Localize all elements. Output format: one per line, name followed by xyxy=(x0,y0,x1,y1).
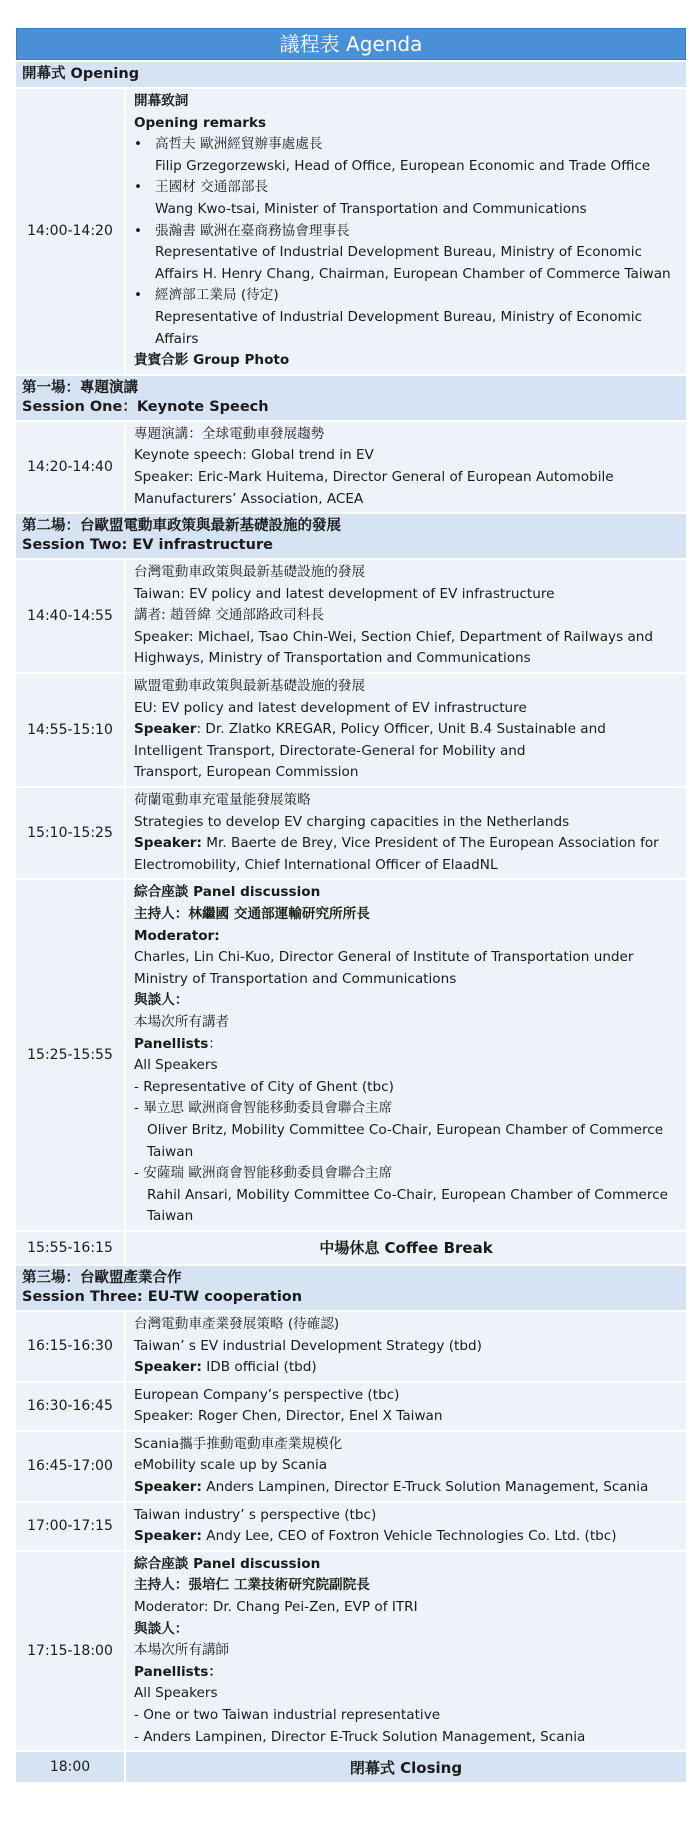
opening-row xyxy=(16,87,686,374)
agenda-row xyxy=(16,1381,686,1430)
detail-cell: 綜合座談 Panel discussion 主持人：張培仁 工業技術研究院副院長 Moderator: Dr. Chang Pei-Zen, EVP of ITRI 與談人： 本場次所有講師 Panellists： All Speakers - One or two Taiwan industrial representative - Anders Lampinen, Director E-Truck Solution Management, Scania xyxy=(134,1555,586,1745)
time-cell: 16:30-16:45 xyxy=(16,1383,126,1430)
heading-en: Opening remarks xyxy=(134,114,267,131)
session-two-header: 第二場：台歐盟電動車政策與最新基礎設施的發展 Session Two: EV infrastructure xyxy=(16,512,686,558)
detail-cell: 專題演講：全球電動車發展趨勢 Keynote speech: Global trend in EV Speaker: Eric-Mark Huitema, Director General of European Automobile Manufacturers’ Association, ACEA xyxy=(134,425,614,507)
detail-cell: 荷蘭電動車充電量能發展策略 Strategies to develop EV charging capacities in the Netherlands Speaker: Mr. Baerte de Brey, Vice President of The European Association for Electromobility, Chief International Officer of ElaadNL xyxy=(134,792,659,873)
heading-zh: 開幕致詞 xyxy=(134,93,189,109)
bullet-icon: • xyxy=(134,287,143,304)
time-cell: 17:15-18:00 xyxy=(16,1552,126,1750)
time-cell: 18:00 xyxy=(16,1752,126,1782)
time-cell: 17:00-17:15 xyxy=(16,1503,126,1550)
detail-cell: 綜合座談 Panel discussion 主持人：林繼國 交通部運輸研究所所長 Moderator: Charles, Lin Chi-Kuo, Director General of Institute of Transportation under Ministry of Transportation and Communications 與談人： 本場次所有講者 Panellists： All Speakers - Representative of City of Ghent (tbc) - 畢立思 歐洲商會智能移動委員會聯合主席 Oliver Britz, Mobility Committee Co-Chair, European Chamber of Commerce Taiwan - 安薩瑞 歐洲商會智能移動委員會聯合主席 Rahil Ansari, Mobility Committee Co-Chair, European Chamber of Commerce Taiwan xyxy=(134,884,669,1225)
time-cell: 16:15-16:30 xyxy=(16,1312,126,1381)
agenda-table xyxy=(16,28,686,1782)
time-cell: 14:55-15:10 xyxy=(16,674,126,786)
detail-cell: Scania攜手推動電動車產業規模化 eMobility scale up by Scania Speaker: Anders Lampinen, Director E-Truck Solution Management, Scania xyxy=(134,1435,649,1496)
time-cell: 15:55-16:15 xyxy=(16,1232,126,1264)
session-one-header: 第一場：專題演講 Session One：Keynote Speech xyxy=(16,374,686,420)
time-cell: 15:25-15:55 xyxy=(16,880,126,1230)
opening-header: 開幕式 Opening xyxy=(16,60,686,87)
detail-cell: Taiwan industry’ s perspective (tbc) Speaker: Andy Lee, CEO of Foxtron Vehicle Technologies Co. Ltd. (tbc) xyxy=(134,1506,617,1545)
bullet-icon: • xyxy=(134,222,143,239)
speaker-item: • 經濟部工業局 (待定) xyxy=(134,285,686,307)
detail-cell: 台灣電動車產業發展策略 (待確認) Taiwan’ s EV industrial Development Strategy (tbd) Speaker: IDB official (tbd) xyxy=(134,1315,482,1376)
group-photo: 貴賓合影 Group Photo xyxy=(134,352,290,369)
detail-cell: 開幕致詞 Opening remarks • 高哲夫 歐洲經貿辦事處處長 Filip Grzegorzewski, Head of Office, European Economic and Trade Office • 王國材 交通部部長 Wang Kwo-tsai, Minister of Transportation and Communications • 張瀚書 歐洲在臺商務協會理事長 Representative of Industrial Development Bureau, Ministry of Economic Affairs H. Henry Chang, Chairman, European Chamber of Commerce Taiwan • 經濟部工業局 (待定) Representative of Industrial Development Bureau, Ministry of Economic Affairs 貴賓合影 Group Photo xyxy=(126,89,686,374)
speaker-item: • 張瀚書 歐洲在臺商務協會理事長 xyxy=(134,221,686,243)
agenda-row xyxy=(16,1430,686,1501)
time-cell: 15:10-15:25 xyxy=(16,788,126,878)
bullet-icon: • xyxy=(134,179,143,196)
closing-label: 閉幕式 Closing xyxy=(349,1758,463,1777)
keynote-row xyxy=(16,420,686,512)
coffee-break-label: 中場休息 Coffee Break xyxy=(319,1239,493,1258)
panel-row xyxy=(16,1550,686,1750)
closing-row xyxy=(16,1750,686,1782)
agenda-row xyxy=(16,672,686,786)
detail-cell: 台灣電動車政策與最新基礎設施的發展 Taiwan: EV policy and latest development of EV infrastructure 講者: 趙晉緯 交通部路政司科長 Speaker: Michael, Tsao Chin-Wei, Section Chief, Department of Railways and Highways, Ministry of Transportation and Communications xyxy=(134,564,654,667)
session-three-header: 第三場：台歐盟產業合作 Session Three: EU-TW cooperation xyxy=(16,1264,686,1310)
time-cell: 14:20-14:40 xyxy=(16,422,126,512)
time-cell: 16:45-17:00 xyxy=(16,1432,126,1501)
agenda-row xyxy=(16,558,686,672)
speaker-item: • 王國材 交通部部長 xyxy=(134,177,686,199)
agenda-row xyxy=(16,1310,686,1381)
speaker-item: • 高哲夫 歐洲經貿辦事處處長 xyxy=(134,134,686,156)
coffee-break-row xyxy=(16,1230,686,1264)
agenda-title: 議程表 Agenda xyxy=(16,28,686,60)
detail-cell: 歐盟電動車政策與最新基礎設施的發展 EU: EV policy and latest development of EV infrastructure Speaker: Dr. Zlatko KREGAR, Policy Officer, Unit B.4 Sustainable and Intelligent Transport, Directorate-General for Mobility and Transport, European Commission xyxy=(134,678,606,781)
time-cell: 14:40-14:55 xyxy=(16,560,126,672)
time-cell: 14:00-14:20 xyxy=(16,89,126,374)
agenda-row xyxy=(16,786,686,878)
panel-row xyxy=(16,878,686,1230)
agenda-row xyxy=(16,1501,686,1550)
detail-cell: European Company’s perspective (tbc) Speaker: Roger Chen, Director, Enel X Taiwan xyxy=(134,1386,443,1425)
bullet-icon: • xyxy=(134,136,143,153)
